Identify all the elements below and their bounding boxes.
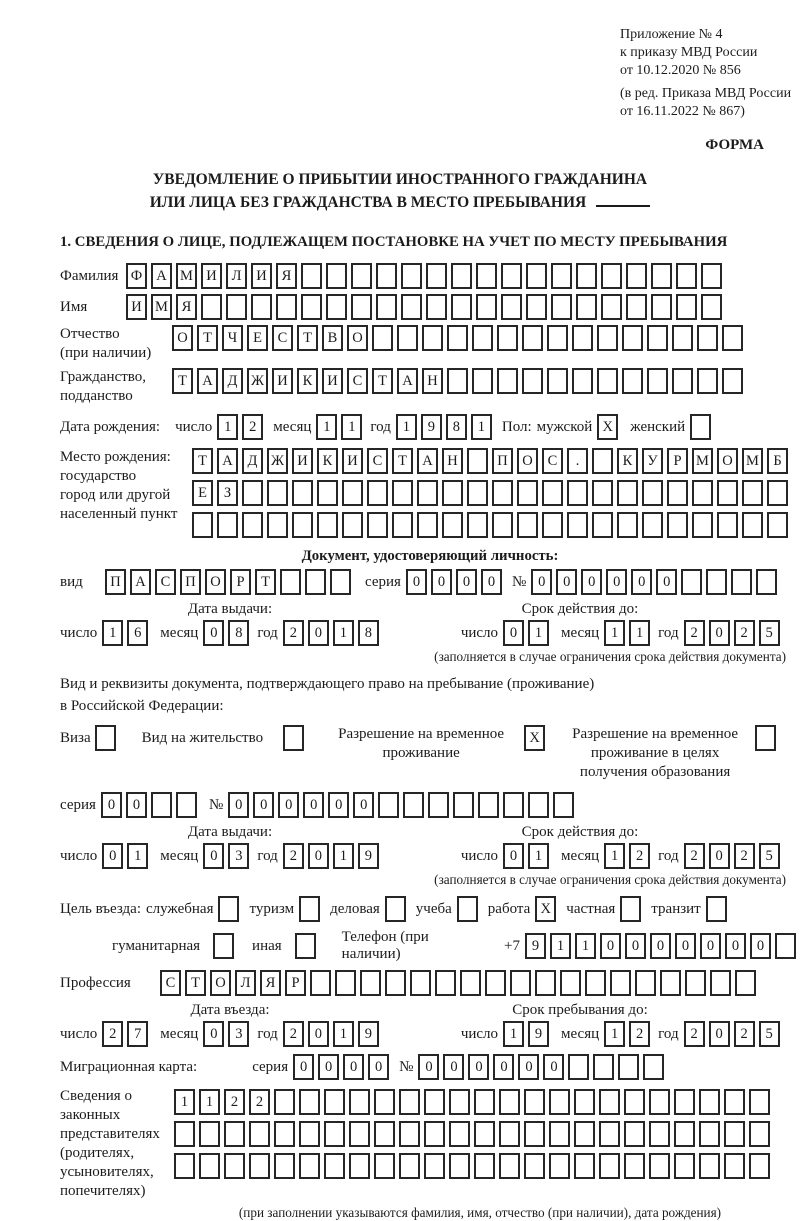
visa-label: Виза (60, 730, 91, 746)
option-residence-permit[interactable] (142, 725, 308, 751)
birth-date-label: Дата рождения: (60, 418, 161, 435)
day-label: число (460, 847, 499, 864)
stay-issue-month-boxes[interactable]: 0 3 (203, 843, 253, 869)
doc-expiry-month-boxes[interactable]: 1 1 (604, 620, 654, 646)
purpose-option-tourism[interactable]: туризм (249, 896, 324, 922)
month-label: месяц (273, 418, 312, 435)
doc-expiry-year-boxes[interactable]: 2 0 2 5 (684, 620, 784, 646)
purpose-checkbox[interactable] (295, 933, 320, 959)
citation-line: от 10.12.2020 № 856 (620, 63, 741, 78)
entry-date-heading: Дата въезда: (190, 1002, 270, 1018)
option-temp-residence[interactable] (330, 725, 549, 763)
section1-heading: 1. СВЕДЕНИЯ О ЛИЦЕ, ПОДЛЕЖАЩЕМ ПОСТАНОВКЕ НА УЧЕТ ПО МЕСТУ ПРЕБЫВАНИЯ (60, 234, 728, 250)
stay-expiry-month-boxes[interactable]: 1 2 (604, 843, 654, 869)
birth-place-row2-boxes[interactable]: Е З (192, 480, 792, 506)
birth-place-label: Место рождения: государство город или другой населенный пункт (60, 449, 178, 522)
year-label: год (658, 847, 679, 864)
stay-until-month-boxes[interactable]: 1 2 (604, 1021, 654, 1047)
stay-number-boxes[interactable]: 0 0 0 0 0 0 (228, 792, 578, 818)
stay-number-label: № (208, 796, 224, 813)
profession-label: Профессия (60, 975, 131, 991)
citation-line: Приложение № 4 (620, 27, 723, 42)
doc-number-boxes[interactable]: 0 0 0 0 0 0 (531, 569, 781, 595)
sex-label: Пол: (501, 418, 532, 435)
citizenship-label: Гражданство, подданство (60, 369, 147, 404)
expiry-note: (заполняется в случае ограничения срока действия документа) (434, 649, 786, 664)
stay-issue-day-boxes[interactable]: 0 1 (102, 843, 152, 869)
residence-permit-checkbox[interactable] (283, 725, 308, 751)
purpose-checkbox[interactable] (706, 896, 731, 922)
purpose-checkbox[interactable] (620, 896, 645, 922)
phone-label: Телефон (при наличии) (341, 929, 429, 962)
profession-field-boxes[interactable]: С Т О Л Я Р (160, 970, 760, 996)
forma-label: ФОРМА (705, 137, 764, 153)
option-visa[interactable] (60, 725, 120, 751)
visa-checkbox[interactable] (95, 725, 120, 751)
stay-doc-options (60, 725, 800, 782)
representatives-row2-boxes[interactable] (174, 1121, 774, 1147)
mc-number-boxes[interactable]: 0 0 0 0 0 0 (418, 1054, 668, 1080)
purpose-checkbox[interactable] (457, 896, 482, 922)
sex-male-checkbox[interactable]: X (597, 414, 622, 440)
mc-number-label: № (399, 1058, 414, 1075)
entry-year-boxes[interactable]: 2 0 1 9 (283, 1021, 383, 1047)
issue-date-heading: Дата выдачи: (187, 601, 273, 617)
temp-residence-education-checkbox[interactable] (755, 725, 780, 751)
birth-place-row3-boxes[interactable] (192, 512, 792, 538)
temp-residence-checkbox[interactable]: X (524, 725, 549, 751)
representatives-note: (при заполнении указываются фамилия, имя, отчество (при наличии), дата рождения) (238, 1205, 722, 1220)
stay-doc-intro: Вид и реквизиты документа, подтверждающего право на пребывание (проживание) в Российской Федерации: (60, 676, 595, 714)
doc-kind-boxes[interactable]: П А С П О Р Т (105, 569, 355, 595)
given-name-field-boxes[interactable]: И М Я (126, 294, 726, 320)
given-name-label: Имя (60, 299, 88, 315)
migration-card-label: Миграционная карта: (60, 1058, 198, 1075)
appendix-citation (620, 26, 800, 121)
month-label: месяц (561, 847, 600, 864)
purpose-option-humanitarian[interactable]: гуманитарная (112, 933, 238, 959)
day-label: число (460, 1025, 499, 1042)
purpose-option-business[interactable]: деловая (330, 896, 410, 922)
purpose-checkbox[interactable] (218, 896, 243, 922)
purpose-option-transit[interactable]: транзит (651, 896, 730, 922)
phone-boxes[interactable]: 9 1 1 0 0 0 0 0 0 0 (525, 933, 800, 959)
stay-issue-date-heading: Дата выдачи: (187, 824, 273, 840)
title-blank-line (596, 193, 650, 207)
amendment-line: от 16.11.2022 № 867) (620, 104, 745, 119)
purpose-checkbox[interactable]: X (535, 896, 560, 922)
stay-expiry-day-boxes[interactable]: 0 1 (503, 843, 553, 869)
month-label: месяц (160, 847, 199, 864)
patronymic-field-boxes[interactable]: О Т Ч Е С Т В О (172, 325, 747, 351)
form-title-line1: УВЕДОМЛЕНИЕ О ПРИБЫТИИ ИНОСТРАННОГО ГРАЖДАНИНА (152, 171, 648, 188)
entry-month-boxes[interactable]: 0 3 (203, 1021, 253, 1047)
amendment-line: (в ред. Приказа МВД России (620, 86, 792, 101)
citizenship-field-boxes[interactable]: Т А Д Ж И К И С Т А Н (172, 368, 747, 394)
year-label: год (257, 1025, 278, 1042)
entry-day-boxes[interactable]: 2 7 (102, 1021, 152, 1047)
month-label: месяц (160, 624, 199, 641)
residence-permit-label: Вид на жительство (141, 730, 264, 746)
sex-male-label: мужской (536, 418, 593, 435)
doc-issue-month-boxes[interactable]: 0 8 (203, 620, 253, 646)
day-label: число (175, 418, 213, 435)
day-label: число (60, 847, 98, 864)
year-label: год (658, 624, 679, 641)
sex-female-checkbox[interactable] (690, 414, 715, 440)
doc-issue-day-boxes[interactable]: 1 6 (102, 620, 152, 646)
purpose-option-work[interactable]: работа X (488, 896, 561, 922)
phone-prefix: +7 (504, 937, 520, 954)
expiry-date-heading: Срок действия до: (521, 601, 639, 617)
surname-field-boxes[interactable]: Ф А М И Л И Я (126, 263, 726, 289)
surname-label: Фамилия (60, 268, 119, 284)
stay-until-year-boxes[interactable]: 2 0 2 5 (684, 1021, 784, 1047)
birth-month-boxes[interactable]: 1 1 (316, 414, 366, 440)
citation-line: к приказу МВД России (620, 45, 758, 60)
purpose-checkbox[interactable] (299, 896, 324, 922)
doc-number-label: № (511, 573, 527, 590)
year-label: год (257, 847, 278, 864)
stay-series-boxes[interactable]: 0 0 (101, 792, 201, 818)
stay-until-day-boxes[interactable]: 1 9 (503, 1021, 553, 1047)
sex-female-label: женский (630, 418, 686, 435)
birth-year-boxes[interactable]: 1 9 8 1 (396, 414, 496, 440)
doc-expiry-day-boxes[interactable]: 0 1 (503, 620, 553, 646)
year-label: год (370, 418, 391, 435)
form-title (40, 168, 760, 214)
year-label: год (257, 624, 278, 641)
purpose-option-private[interactable]: частная (566, 896, 645, 922)
birth-day-boxes[interactable]: 1 2 (217, 414, 267, 440)
patronymic-label: Отчество (при наличии) (60, 326, 152, 361)
representatives-row3-boxes[interactable] (174, 1153, 774, 1179)
purpose-option-study[interactable]: учеба (416, 896, 482, 922)
stay-series-label: серия (60, 796, 96, 813)
day-label: число (60, 624, 98, 641)
stay-expiry-year-boxes[interactable]: 2 0 2 5 (684, 843, 784, 869)
temp-residence-label: Разрешение на временное проживание (338, 726, 505, 761)
purpose-checkbox[interactable] (213, 933, 238, 959)
month-label: месяц (561, 1025, 600, 1042)
month-label: месяц (160, 1025, 199, 1042)
stay-until-heading: Срок пребывания до: (512, 1002, 648, 1018)
representatives-label: Сведения о законных представителях (родителях, усыновителях, попечителях) (60, 1088, 160, 1199)
year-label: год (658, 1025, 679, 1042)
doc-issue-year-boxes[interactable]: 2 0 1 8 (283, 620, 383, 646)
stay-issue-year-boxes[interactable]: 2 0 1 9 (283, 843, 383, 869)
purpose-checkbox[interactable] (385, 896, 410, 922)
form-title-line2: ИЛИ ЛИЦА БЕЗ ГРАЖДАНСТВА В МЕСТО ПРЕБЫВАНИЯ (40, 191, 760, 214)
representatives-row1-boxes[interactable]: 1 1 2 2 (174, 1089, 774, 1115)
purpose-option-business-official[interactable]: служебная (146, 896, 244, 922)
day-label: число (60, 1025, 98, 1042)
day-label: число (460, 624, 499, 641)
doc-series-label: серия (365, 573, 401, 590)
mc-series-label: серия (252, 1058, 289, 1075)
stay-expiry-note: (заполняется в случае ограничения срока действия документа) (434, 872, 786, 887)
doc-series-boxes[interactable]: 0 0 0 0 (406, 569, 506, 595)
identity-doc-heading: Документ, удостоверяющий личность: (301, 548, 559, 564)
mc-series-boxes[interactable]: 0 0 0 0 (293, 1054, 393, 1080)
temp-residence-education-label: Разрешение на временное проживание в целях получения образования (572, 726, 739, 780)
purpose-label: Цель въезда: (60, 900, 141, 917)
option-temp-residence-education[interactable] (565, 725, 780, 782)
stay-expiry-date-heading: Срок действия до: (521, 824, 639, 840)
birth-place-row1-boxes[interactable]: Т А Д Ж И К И С Т А Н П О С . К У Р М О М Б (192, 448, 792, 474)
doc-kind-label: вид (60, 573, 83, 590)
month-label: месяц (561, 624, 600, 641)
purpose-option-other[interactable]: иная (252, 933, 320, 959)
